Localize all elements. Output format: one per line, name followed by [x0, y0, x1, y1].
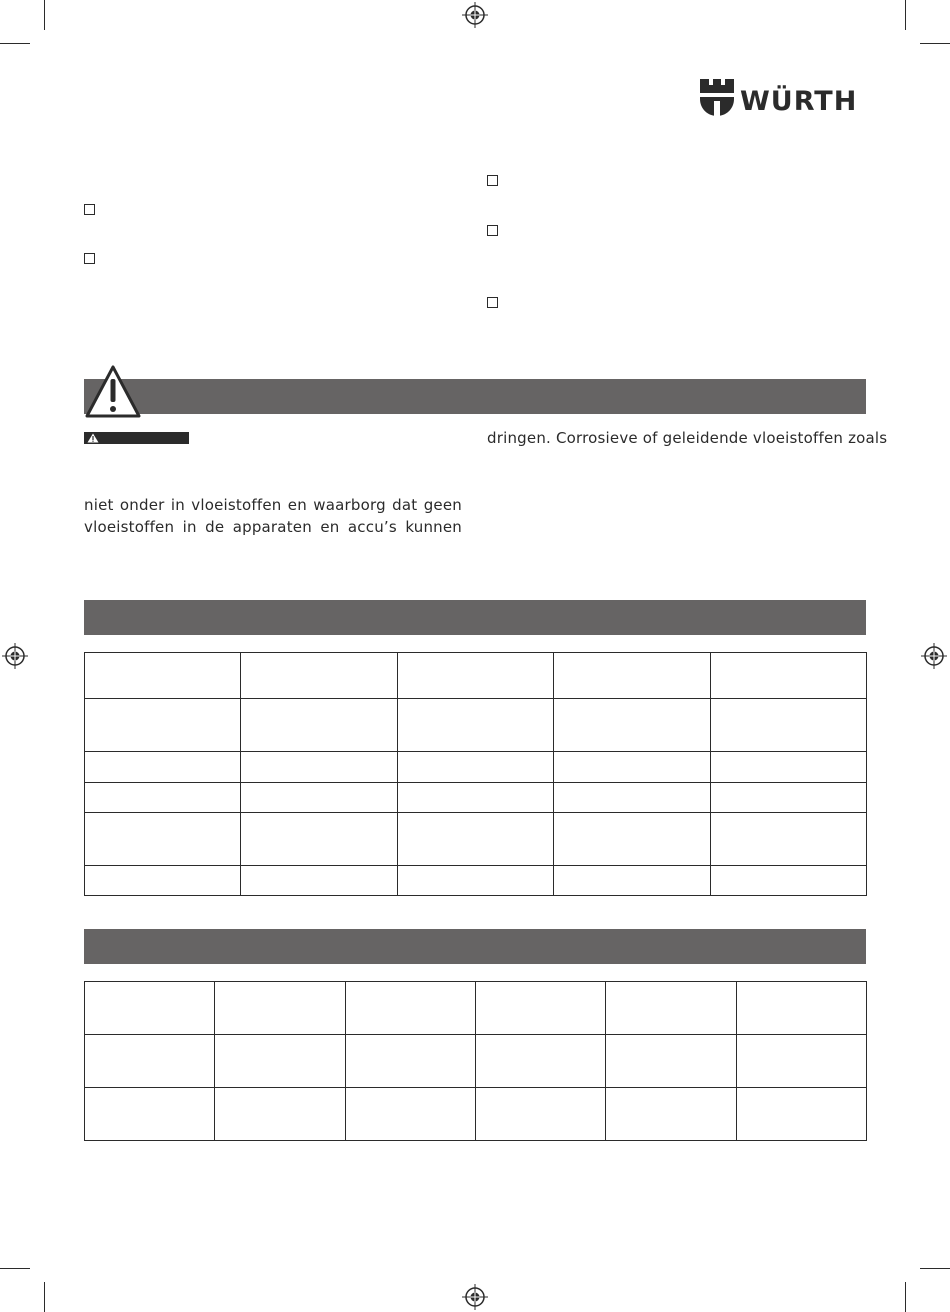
table-cell [476, 1088, 606, 1141]
table-cell [215, 1088, 346, 1141]
table-cell [85, 813, 241, 866]
table-cell [711, 866, 867, 896]
table-cell [554, 866, 711, 896]
registration-mark-icon [462, 1284, 488, 1310]
paragraph-line: vloeistoffen in de apparaten en accu’s kunnen [84, 518, 462, 536]
table-row [85, 1035, 867, 1088]
table-cell [737, 1088, 867, 1141]
warning-triangle-icon [87, 433, 99, 443]
table-row [85, 699, 867, 752]
table-cell [85, 783, 241, 813]
registration-mark-icon [462, 2, 488, 28]
table-cell [398, 653, 554, 699]
table-cell [554, 653, 711, 699]
table-row [85, 783, 867, 813]
paragraph-line: dringen. Corrosieve of geleidende vloeistoffen zoals [487, 429, 888, 447]
table-cell [711, 813, 867, 866]
table-cell [711, 699, 867, 752]
table-cell [606, 982, 737, 1035]
table-cell [476, 1035, 606, 1088]
table-cell [398, 783, 554, 813]
table-cell [737, 982, 867, 1035]
crop-mark [44, 0, 45, 30]
warning-section-bar [84, 379, 866, 414]
paragraph-line: niet onder in vloeistoffen en waarborg dat geen [84, 496, 462, 514]
table-cell [241, 653, 398, 699]
table-cell [85, 699, 241, 752]
crop-mark [0, 43, 30, 44]
table-cell [85, 752, 241, 783]
table-cell [241, 813, 398, 866]
table-row [85, 982, 867, 1035]
table-cell [85, 1035, 215, 1088]
table-cell [241, 752, 398, 783]
checkbox-icon [84, 253, 95, 264]
registration-mark-icon [921, 643, 947, 669]
crop-mark [0, 1268, 30, 1269]
second-table [84, 981, 867, 1141]
table-cell [346, 1088, 476, 1141]
registration-mark-icon [2, 643, 28, 669]
crop-mark [905, 0, 906, 30]
table-cell [554, 813, 711, 866]
table-cell [241, 699, 398, 752]
table-row [85, 752, 867, 783]
table-cell [85, 1088, 215, 1141]
table-cell [711, 752, 867, 783]
table-cell [737, 1035, 867, 1088]
table-cell [606, 1035, 737, 1088]
checkbox-icon [487, 175, 498, 186]
crop-mark [44, 1282, 45, 1312]
warning-label [84, 432, 189, 444]
table-cell [346, 982, 476, 1035]
table-cell [711, 653, 867, 699]
table-cell [711, 783, 867, 813]
table-row [85, 653, 867, 699]
crop-mark [920, 1268, 950, 1269]
wurth-logo-icon [700, 79, 734, 116]
table-cell [85, 653, 241, 699]
table-cell [606, 1088, 737, 1141]
table-cell [215, 1035, 346, 1088]
table-cell [398, 813, 554, 866]
table-cell [554, 752, 711, 783]
table-cell [85, 982, 215, 1035]
table-row [85, 813, 867, 866]
table-cell [554, 783, 711, 813]
table-cell [554, 699, 711, 752]
table-cell [241, 783, 398, 813]
second-section-bar [84, 929, 866, 964]
checkbox-icon [84, 204, 95, 215]
checkbox-icon [487, 225, 498, 236]
table-cell [476, 982, 606, 1035]
specs-table [84, 652, 867, 896]
crop-mark [905, 1282, 906, 1312]
table-cell [85, 866, 241, 896]
table-cell [398, 699, 554, 752]
checkbox-icon [487, 297, 498, 308]
crop-mark [920, 43, 950, 44]
svg-text:WÜRTH: WÜRTH [740, 86, 858, 115]
table-cell [241, 866, 398, 896]
table-cell [215, 982, 346, 1035]
brand-logo [700, 79, 868, 117]
table-row [85, 1088, 867, 1141]
table-cell [398, 752, 554, 783]
table-cell [346, 1035, 476, 1088]
specs-section-bar [84, 600, 866, 635]
table-cell [398, 866, 554, 896]
brand-wordmark [740, 85, 868, 115]
warning-triangle-icon [84, 364, 142, 420]
table-row [85, 866, 867, 896]
